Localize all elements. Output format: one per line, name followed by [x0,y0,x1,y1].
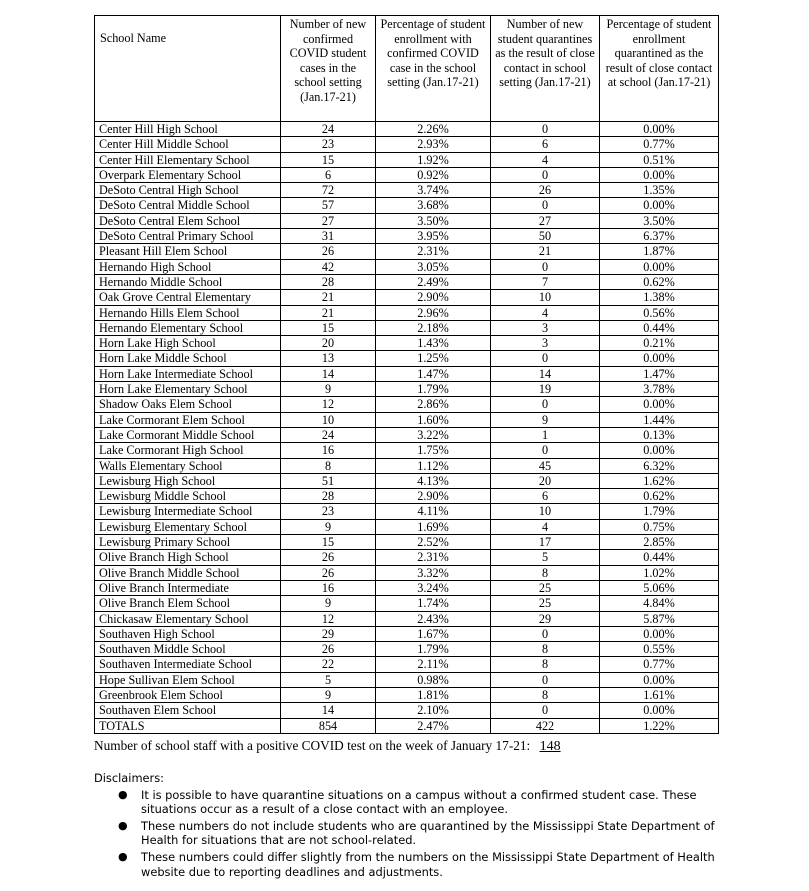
new-cases-cell: 26 [281,550,376,565]
quarantine-percentage-cell: 1.22% [600,718,719,733]
new-cases-cell: 24 [281,427,376,442]
quarantine-percentage-cell: 0.62% [600,489,719,504]
quarantine-percentage-cell: 0.00% [600,443,719,458]
quarantine-percentage-cell: 0.51% [600,152,719,167]
case-percentage-cell: 1.81% [376,687,491,702]
table-row [95,305,719,320]
school-name-cell: Greenbrook Elem School [95,687,281,702]
quarantine-percentage-cell: 0.44% [600,320,719,335]
quarantine-percentage-cell: 0.00% [600,626,719,641]
quarantine-percentage-cell: 3.50% [600,213,719,228]
new-cases-cell: 15 [281,152,376,167]
table-row [95,382,719,397]
table-row [95,489,719,504]
new-quarantines-cell: 26 [491,183,600,198]
table-row [95,152,719,167]
case-percentage-cell: 1.92% [376,152,491,167]
quarantine-percentage-cell: 0.77% [600,657,719,672]
disclaimer-text: It is possible to have quarantine situations on a campus without a confirmed student case. These situations occur as a result of a close contact with an employee. [141,787,697,817]
quarantine-percentage-cell: 1.79% [600,504,719,519]
quarantine-percentage-cell: 0.00% [600,259,719,274]
new-cases-cell: 31 [281,229,376,244]
new-quarantines-cell: 7 [491,274,600,289]
new-cases-cell: 26 [281,244,376,259]
new-quarantines-cell: 6 [491,137,600,152]
disclaimer-item [94,788,734,817]
table-row [95,290,719,305]
new-quarantines-cell: 6 [491,489,600,504]
new-quarantines-cell: 422 [491,718,600,733]
school-name-cell: Southaven Intermediate School [95,657,281,672]
table-row [95,397,719,412]
new-quarantines-cell: 0 [491,167,600,182]
new-cases-cell: 28 [281,274,376,289]
new-cases-cell: 9 [281,596,376,611]
case-percentage-cell: 1.47% [376,366,491,381]
case-percentage-cell: 2.10% [376,703,491,718]
school-name-cell: Olive Branch High School [95,550,281,565]
table-row [95,427,719,442]
school-name-cell: DeSoto Central Middle School [95,198,281,213]
table-row [95,458,719,473]
school-name-cell: TOTALS [95,718,281,733]
case-percentage-cell: 0.92% [376,167,491,182]
new-quarantines-cell: 8 [491,657,600,672]
new-cases-cell: 16 [281,443,376,458]
case-percentage-cell: 1.79% [376,642,491,657]
quarantine-percentage-cell: 5.06% [600,580,719,595]
new-cases-cell: 27 [281,213,376,228]
new-cases-cell: 15 [281,320,376,335]
new-quarantines-cell: 8 [491,687,600,702]
school-name-cell: Pleasant Hill Elem School [95,244,281,259]
school-name-cell: DeSoto Central Elem School [95,213,281,228]
new-cases-cell: 21 [281,290,376,305]
school-name-cell: Horn Lake High School [95,336,281,351]
new-cases-cell: 854 [281,718,376,733]
quarantine-percentage-cell: 3.78% [600,382,719,397]
table-body [95,122,719,734]
case-percentage-cell: 2.11% [376,657,491,672]
quarantine-percentage-cell: 0.00% [600,397,719,412]
table-row [95,229,719,244]
school-name-cell: Center Hill Middle School [95,137,281,152]
new-cases-cell: 5 [281,672,376,687]
quarantine-percentage-cell: 0.21% [600,336,719,351]
table-row [95,198,719,213]
quarantine-percentage-cell: 1.87% [600,244,719,259]
new-quarantines-cell: 29 [491,611,600,626]
quarantine-percentage-cell: 0.13% [600,427,719,442]
quarantine-percentage-cell: 6.37% [600,229,719,244]
case-percentage-cell: 1.69% [376,519,491,534]
new-cases-cell: 72 [281,183,376,198]
disclaimer-item [94,819,734,848]
new-cases-cell: 42 [281,259,376,274]
school-name-cell: Overpark Elementary School [95,167,281,182]
school-name-cell: Olive Branch Elem School [95,596,281,611]
table-row [95,366,719,381]
case-percentage-cell: 1.67% [376,626,491,641]
case-percentage-cell: 3.22% [376,427,491,442]
quarantine-percentage-cell: 0.00% [600,122,719,137]
table-row [95,320,719,335]
school-name-cell: Shadow Oaks Elem School [95,397,281,412]
quarantine-percentage-cell: 0.00% [600,167,719,182]
table-row [95,703,719,718]
bullet-icon: ● [118,787,128,801]
new-cases-cell: 22 [281,657,376,672]
case-percentage-cell: 2.31% [376,550,491,565]
case-percentage-cell: 2.52% [376,535,491,550]
case-percentage-cell: 1.60% [376,412,491,427]
quarantine-percentage-cell: 0.00% [600,672,719,687]
new-cases-cell: 12 [281,611,376,626]
header-new-cases: Number of new confirmed COVID student cases in the school setting (Jan.17-21) [281,16,376,122]
case-percentage-cell: 1.43% [376,336,491,351]
table-row [95,611,719,626]
school-name-cell: Lake Cormorant Middle School [95,427,281,442]
new-quarantines-cell: 27 [491,213,600,228]
school-name-cell: Chickasaw Elementary School [95,611,281,626]
quarantine-percentage-cell: 0.00% [600,351,719,366]
school-name-cell: Walls Elementary School [95,458,281,473]
new-quarantines-cell: 4 [491,305,600,320]
case-percentage-cell: 4.11% [376,504,491,519]
disclaimer-item [94,850,734,879]
new-cases-cell: 9 [281,382,376,397]
quarantine-percentage-cell: 5.87% [600,611,719,626]
table-row [95,122,719,137]
case-percentage-cell: 2.90% [376,290,491,305]
new-quarantines-cell: 10 [491,504,600,519]
school-name-cell: Lewisburg High School [95,473,281,488]
header-school-name: School Name [95,16,281,122]
new-quarantines-cell: 8 [491,565,600,580]
new-quarantines-cell: 0 [491,443,600,458]
new-quarantines-cell: 5 [491,550,600,565]
case-percentage-cell: 1.75% [376,443,491,458]
table-row [95,213,719,228]
case-percentage-cell: 1.25% [376,351,491,366]
new-cases-cell: 16 [281,580,376,595]
new-quarantines-cell: 17 [491,535,600,550]
quarantine-percentage-cell: 1.47% [600,366,719,381]
case-percentage-cell: 3.68% [376,198,491,213]
new-cases-cell: 24 [281,122,376,137]
covid-cases-table [94,15,719,734]
school-name-cell: Horn Lake Middle School [95,351,281,366]
new-quarantines-cell: 25 [491,580,600,595]
new-cases-cell: 57 [281,198,376,213]
case-percentage-cell: 2.43% [376,611,491,626]
table-row [95,519,719,534]
new-cases-cell: 28 [281,489,376,504]
school-name-cell: Olive Branch Intermediate [95,580,281,595]
new-cases-cell: 20 [281,336,376,351]
bullet-icon: ● [118,818,128,832]
table-row [95,672,719,687]
table-row [95,565,719,580]
disclaimers-section [94,771,734,881]
table-row [95,244,719,259]
new-cases-cell: 9 [281,687,376,702]
new-cases-cell: 6 [281,167,376,182]
case-percentage-cell: 2.96% [376,305,491,320]
table-row [95,183,719,198]
school-name-cell: Southaven Middle School [95,642,281,657]
new-cases-cell: 12 [281,397,376,412]
quarantine-percentage-cell: 4.84% [600,596,719,611]
quarantine-percentage-cell: 2.85% [600,535,719,550]
new-cases-cell: 15 [281,535,376,550]
new-cases-cell: 51 [281,473,376,488]
header-new-quarantines: Number of new student quarantines as the result of close contact in school setting (Jan.17-21) [491,16,600,122]
bullet-icon: ● [118,849,128,863]
table-header-row [95,16,719,122]
school-name-cell: Hernando Hills Elem School [95,305,281,320]
school-name-cell: Olive Branch Middle School [95,565,281,580]
case-percentage-cell: 3.50% [376,213,491,228]
new-quarantines-cell: 0 [491,351,600,366]
new-cases-cell: 9 [281,519,376,534]
new-quarantines-cell: 3 [491,320,600,335]
staff-positive-summary [94,738,561,755]
new-quarantines-cell: 19 [491,382,600,397]
new-quarantines-cell: 50 [491,229,600,244]
table-row [95,642,719,657]
disclaimers-list [94,788,734,880]
new-cases-cell: 21 [281,305,376,320]
school-name-cell: Southaven High School [95,626,281,641]
quarantine-percentage-cell: 6.32% [600,458,719,473]
new-cases-cell: 14 [281,366,376,381]
new-cases-cell: 13 [281,351,376,366]
school-name-cell: Center Hill Elementary School [95,152,281,167]
case-percentage-cell: 1.79% [376,382,491,397]
table-row [95,137,719,152]
case-percentage-cell: 4.13% [376,473,491,488]
quarantine-percentage-cell: 0.00% [600,703,719,718]
case-percentage-cell: 3.95% [376,229,491,244]
case-percentage-cell: 2.18% [376,320,491,335]
new-quarantines-cell: 0 [491,703,600,718]
school-name-cell: Lewisburg Primary School [95,535,281,550]
school-name-cell: DeSoto Central Primary School [95,229,281,244]
new-quarantines-cell: 0 [491,259,600,274]
new-quarantines-cell: 3 [491,336,600,351]
table-row [95,473,719,488]
school-name-cell: Southaven Elem School [95,703,281,718]
new-cases-cell: 14 [281,703,376,718]
new-cases-cell: 26 [281,565,376,580]
quarantine-percentage-cell: 0.75% [600,519,719,534]
new-quarantines-cell: 14 [491,366,600,381]
header-case-percentage: Percentage of student enrollment with confirmed COVID case in the school setting (Jan.17-21) [376,16,491,122]
disclaimer-text: These numbers do not include students who are quarantined by the Mississippi State Department of Health for situations that are not school-related. [141,818,715,848]
quarantine-percentage-cell: 1.02% [600,565,719,580]
new-cases-cell: 10 [281,412,376,427]
school-name-cell: Hope Sullivan Elem School [95,672,281,687]
case-percentage-cell: 1.74% [376,596,491,611]
new-quarantines-cell: 0 [491,672,600,687]
quarantine-percentage-cell: 1.38% [600,290,719,305]
quarantine-percentage-cell: 0.77% [600,137,719,152]
quarantine-percentage-cell: 0.56% [600,305,719,320]
quarantine-percentage-cell: 1.44% [600,412,719,427]
new-quarantines-cell: 0 [491,397,600,412]
new-cases-cell: 26 [281,642,376,657]
quarantine-percentage-cell: 1.35% [600,183,719,198]
new-quarantines-cell: 4 [491,519,600,534]
school-name-cell: Hernando High School [95,259,281,274]
case-percentage-cell: 2.26% [376,122,491,137]
school-name-cell: Lake Cormorant Elem School [95,412,281,427]
quarantine-percentage-cell: 0.44% [600,550,719,565]
case-percentage-cell: 3.05% [376,259,491,274]
new-cases-cell: 8 [281,458,376,473]
table-row [95,336,719,351]
new-quarantines-cell: 1 [491,427,600,442]
table-row [95,550,719,565]
case-percentage-cell: 3.74% [376,183,491,198]
table-row [95,274,719,289]
new-quarantines-cell: 21 [491,244,600,259]
header-quarantine-percentage: Percentage of student enrollment quarantined as the result of close contact at school (Jan.17-21) [600,16,719,122]
school-name-cell: Hernando Middle School [95,274,281,289]
table-row [95,535,719,550]
table-row [95,687,719,702]
new-quarantines-cell: 0 [491,626,600,641]
case-percentage-cell: 2.49% [376,274,491,289]
school-name-cell: Horn Lake Elementary School [95,382,281,397]
staff-positive-label: Number of school staff with a positive COVID test on the week of January 17-21: [94,738,531,753]
case-percentage-cell: 1.12% [376,458,491,473]
table-row [95,596,719,611]
school-name-cell: Center Hill High School [95,122,281,137]
school-name-cell: DeSoto Central High School [95,183,281,198]
quarantine-percentage-cell: 1.62% [600,473,719,488]
table-row [95,626,719,641]
school-name-cell: Horn Lake Intermediate School [95,366,281,381]
case-percentage-cell: 0.98% [376,672,491,687]
case-percentage-cell: 3.24% [376,580,491,595]
school-name-cell: Hernando Elementary School [95,320,281,335]
table-row [95,443,719,458]
quarantine-percentage-cell: 0.62% [600,274,719,289]
case-percentage-cell: 2.90% [376,489,491,504]
new-quarantines-cell: 45 [491,458,600,473]
case-percentage-cell: 2.93% [376,137,491,152]
new-quarantines-cell: 0 [491,122,600,137]
new-quarantines-cell: 0 [491,198,600,213]
table-row [95,504,719,519]
quarantine-percentage-cell: 1.61% [600,687,719,702]
new-cases-cell: 29 [281,626,376,641]
school-name-cell: Lake Cormorant High School [95,443,281,458]
case-percentage-cell: 3.32% [376,565,491,580]
school-name-cell: Lewisburg Elementary School [95,519,281,534]
table-row [95,412,719,427]
new-cases-cell: 23 [281,504,376,519]
table-row [95,580,719,595]
totals-row [95,718,719,733]
new-quarantines-cell: 20 [491,473,600,488]
table-row [95,259,719,274]
staff-positive-count: 148 [539,739,561,754]
new-quarantines-cell: 9 [491,412,600,427]
disclaimers-heading: Disclaimers: [94,771,165,785]
table-row [95,351,719,366]
new-cases-cell: 23 [281,137,376,152]
table-row [95,167,719,182]
new-quarantines-cell: 8 [491,642,600,657]
quarantine-percentage-cell: 0.00% [600,198,719,213]
table-row [95,657,719,672]
new-quarantines-cell: 4 [491,152,600,167]
school-name-cell: Oak Grove Central Elementary [95,290,281,305]
quarantine-percentage-cell: 0.55% [600,642,719,657]
case-percentage-cell: 2.86% [376,397,491,412]
case-percentage-cell: 2.31% [376,244,491,259]
new-quarantines-cell: 10 [491,290,600,305]
school-name-cell: Lewisburg Middle School [95,489,281,504]
disclaimer-text: These numbers could differ slightly from the numbers on the Mississippi State Department of Health website due to reporting deadlines and adjustments. [141,849,715,879]
school-name-cell: Lewisburg Intermediate School [95,504,281,519]
case-percentage-cell: 2.47% [376,718,491,733]
new-quarantines-cell: 25 [491,596,600,611]
